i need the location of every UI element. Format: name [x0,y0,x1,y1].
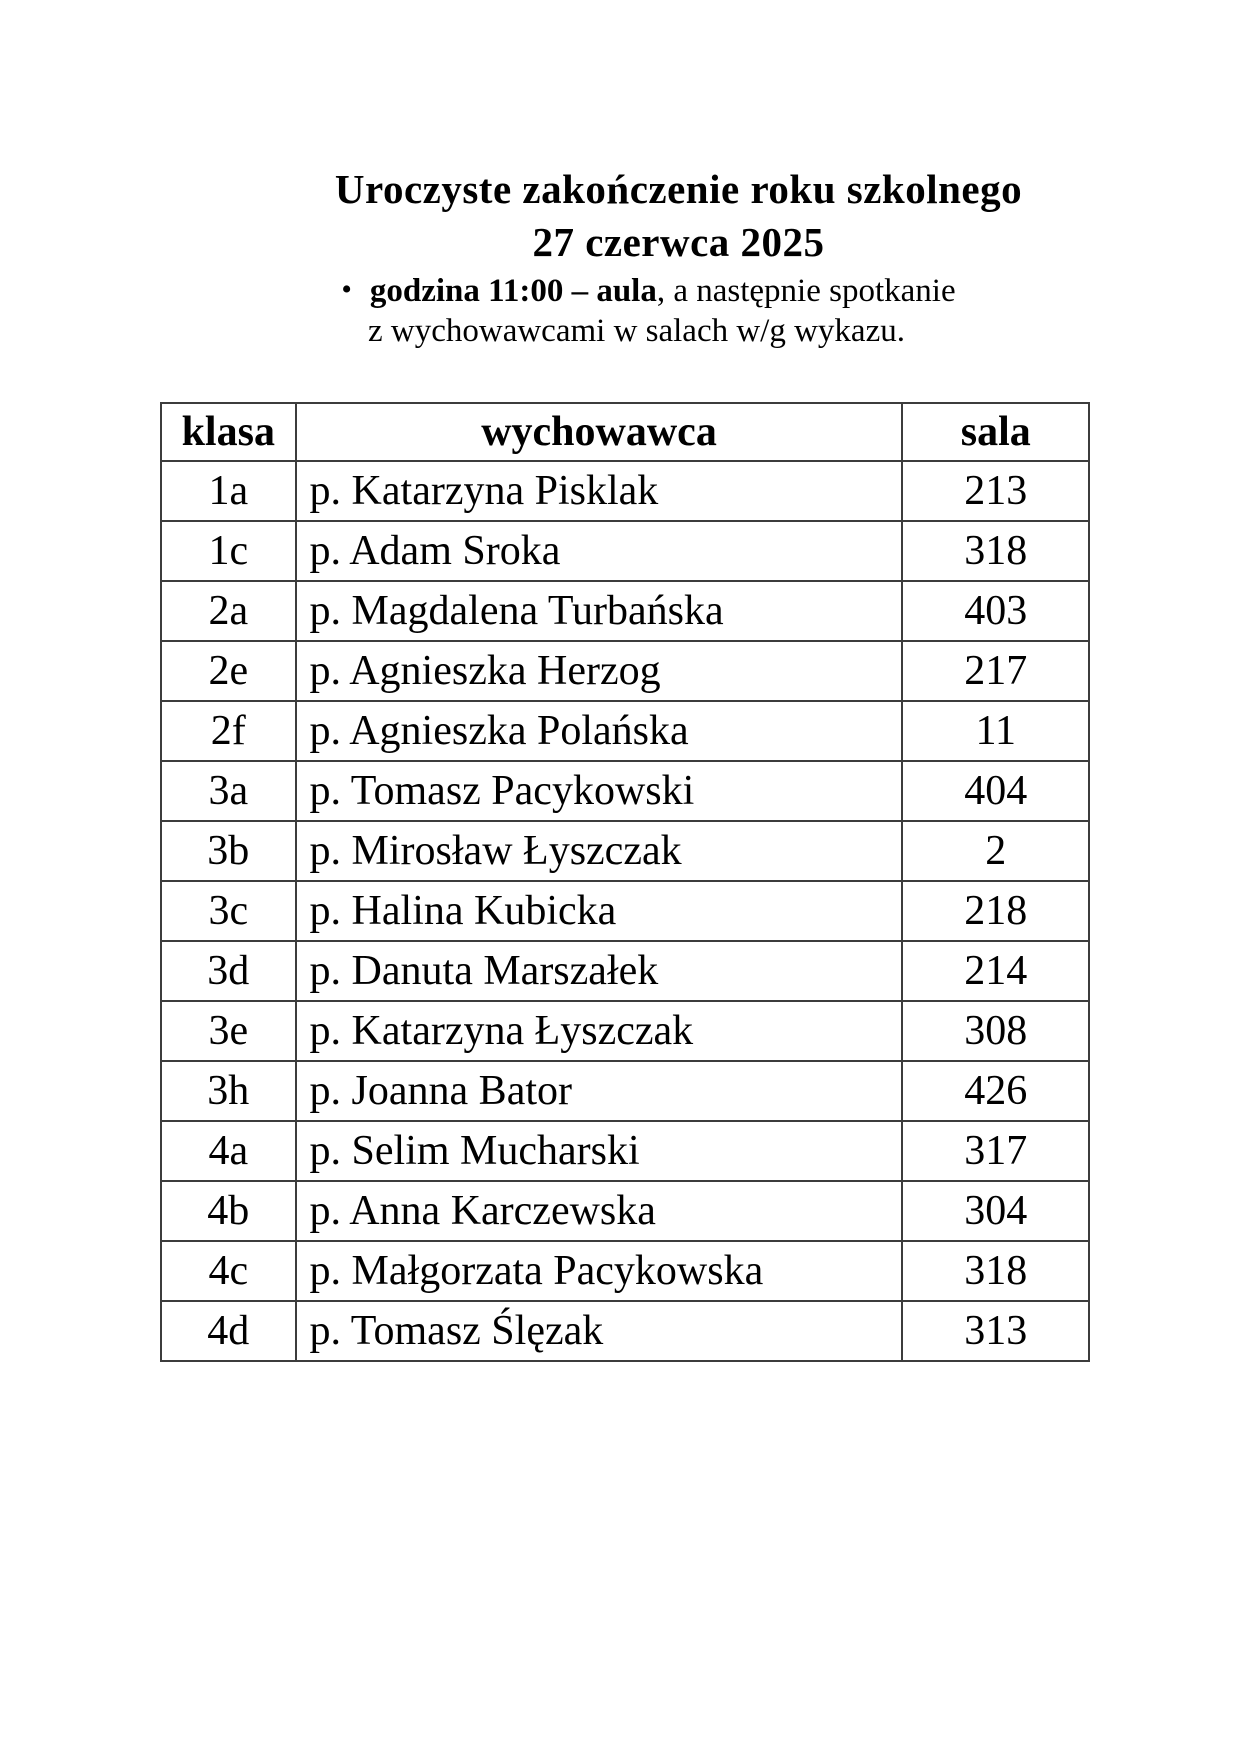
cell-sala: 313 [902,1301,1089,1361]
header-sala: sala [902,403,1089,461]
cell-klasa: 3a [161,761,296,821]
cell-sala: 214 [902,941,1089,1001]
bullet-icon: • [341,273,352,306]
cell-sala: 318 [902,1241,1089,1301]
cell-wychowawca: p. Katarzyna Łyszczak [296,1001,903,1061]
cell-wychowawca: p. Selim Mucharski [296,1121,903,1181]
bullet-bold-text: godzina 11:00 – aula [369,273,657,309]
cell-wychowawca: p. Małgorzata Pacykowska [296,1241,903,1301]
cell-wychowawca: p. Agnieszka Polańska [296,701,903,761]
table-row [161,701,1089,761]
cell-klasa: 4b [161,1181,296,1241]
cell-wychowawca: p. Anna Karczewska [296,1181,903,1241]
table-row [161,1181,1089,1241]
bullet-item-line2: z wychowawcami w salach w/g wykazu. [368,313,905,349]
schedule-table [160,402,1090,1362]
cell-klasa: 3e [161,1001,296,1061]
table-row [161,821,1089,881]
table-row [161,521,1089,581]
cell-wychowawca: p. Tomasz Pacykowski [296,761,903,821]
cell-sala: 218 [902,881,1089,941]
cell-klasa: 4c [161,1241,296,1301]
table-row [161,581,1089,641]
cell-sala: 403 [902,581,1089,641]
cell-wychowawca: p. Mirosław Łyszczak [296,821,903,881]
cell-sala: 317 [902,1121,1089,1181]
cell-klasa: 2f [161,701,296,761]
cell-sala: 11 [902,701,1089,761]
title-line-2: 27 czerwca 2025 [532,219,825,265]
bullet-item [28,270,1241,311]
table-row [161,1121,1089,1181]
cell-wychowawca: p. Tomasz Ślęzak [296,1301,903,1361]
cell-sala: 426 [902,1061,1089,1121]
cell-klasa: 2e [161,641,296,701]
table-body [161,461,1089,1361]
cell-sala: 318 [902,521,1089,581]
cell-wychowawca: p. Adam Sroka [296,521,903,581]
table-row [161,641,1089,701]
cell-sala: 308 [902,1001,1089,1061]
cell-wychowawca: p. Joanna Bator [296,1061,903,1121]
table-row [161,1241,1089,1301]
table-row [161,761,1089,821]
cell-klasa: 1c [161,521,296,581]
table-header-row [161,403,1089,461]
cell-sala: 2 [902,821,1089,881]
cell-wychowawca: p. Katarzyna Pisklak [296,461,903,521]
table-header [161,403,1089,461]
table-row [161,461,1089,521]
header-wychowawca: wychowawca [296,403,903,461]
table-row [161,941,1089,1001]
cell-sala: 217 [902,641,1089,701]
cell-sala: 213 [902,461,1089,521]
cell-wychowawca: p. Magdalena Turbańska [296,581,903,641]
cell-wychowawca: p. Agnieszka Herzog [296,641,903,701]
table-row [161,1001,1089,1061]
cell-klasa: 2a [161,581,296,641]
cell-sala: 304 [902,1181,1089,1241]
cell-klasa: 3h [161,1061,296,1121]
table-row [161,1061,1089,1121]
bullet-regular-text: , a następnie spotkanie [656,273,956,309]
table-row [161,1301,1089,1361]
cell-klasa: 3b [161,821,296,881]
cell-sala: 404 [902,761,1089,821]
cell-klasa: 3c [161,881,296,941]
document-title [58,163,1241,269]
cell-wychowawca: p. Halina Kubicka [296,881,903,941]
cell-klasa: 4a [161,1121,296,1181]
title-line-1: Uroczyste zakończenie roku szkolnego [334,166,1023,212]
table-row [161,881,1089,941]
cell-wychowawca: p. Danuta Marszałek [296,941,903,1001]
cell-klasa: 1a [161,461,296,521]
cell-klasa: 4d [161,1301,296,1361]
cell-klasa: 3d [161,941,296,1001]
header-klasa: klasa [161,403,296,461]
